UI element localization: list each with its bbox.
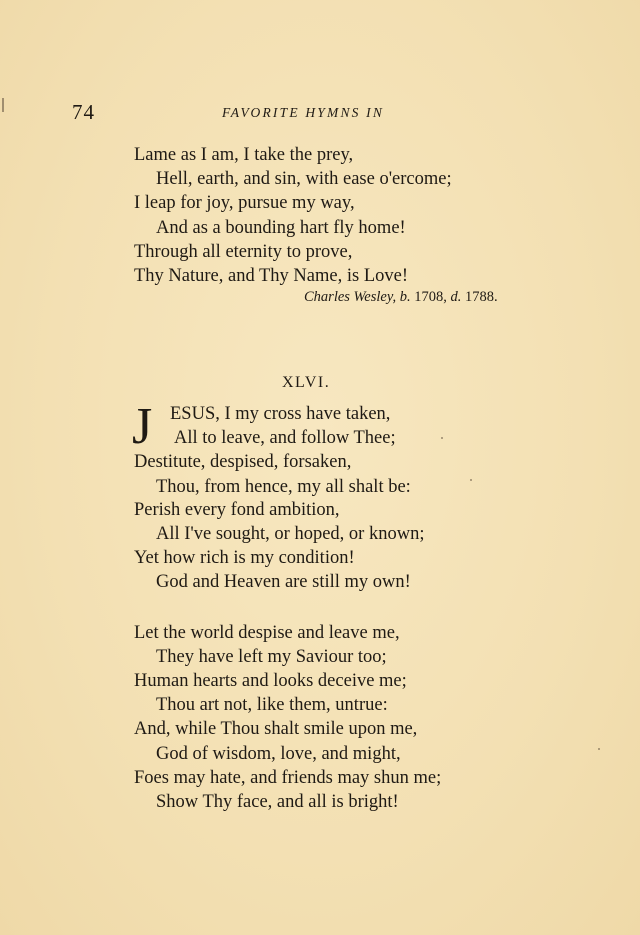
- ink-speck: [598, 748, 600, 750]
- verse-line: Yet how rich is my condition!: [134, 548, 355, 568]
- died-label: d.: [450, 289, 462, 305]
- drop-cap: J: [132, 398, 153, 455]
- verse-line: And, while Thou shalt smile upon me,: [134, 719, 418, 739]
- running-head: FAVORITE HYMNS IN: [222, 105, 385, 120]
- verse-line: God and Heaven are still my own!: [156, 572, 411, 592]
- born-year: 1708,: [414, 289, 447, 305]
- verse-line: Foes may hate, and friends may shun me;: [134, 768, 442, 788]
- verse-line: Hell, earth, and sin, with ease o'ercome;: [156, 169, 452, 189]
- verse-line: All to leave, and follow Thee;: [174, 428, 396, 448]
- died-year: 1788.: [464, 289, 498, 305]
- verse-line: Lame as I am, I take the prey,: [134, 145, 354, 165]
- page-number: 74: [72, 100, 95, 124]
- ink-speck: [441, 437, 443, 439]
- verse-line: Thy Nature, and Thy Name, is Love!: [134, 266, 408, 286]
- verse-line: God of wisdom, love, and might,: [156, 744, 401, 764]
- hymn-number: XLVI.: [282, 374, 331, 391]
- ink-speck: [470, 479, 472, 481]
- verse-line: And as a bounding hart fly home!: [156, 218, 406, 238]
- verse-line: Thou art not, like them, untrue:: [156, 695, 388, 715]
- page-edge-mark: [2, 98, 4, 112]
- verse-line: All I've sought, or hoped, or known;: [156, 524, 425, 544]
- verse-line: Perish every fond ambition,: [134, 500, 340, 520]
- verse-line: Human hearts and looks deceive me;: [134, 671, 407, 691]
- author-name: Charles Wesley,: [304, 289, 397, 305]
- verse-line: They have left my Saviour too;: [156, 647, 387, 667]
- verse-line: Thou, from hence, my all shalt be:: [156, 477, 411, 497]
- verse-line: Destitute, despised, forsaken,: [134, 452, 352, 472]
- verse-line: Show Thy face, and all is bright!: [156, 792, 399, 812]
- verse-line: Through all eternity to prove,: [134, 242, 353, 262]
- attribution: [304, 289, 498, 306]
- verse-line: ESUS, I my cross have taken,: [170, 404, 391, 424]
- verse-line: Let the world despise and leave me,: [134, 623, 400, 643]
- verse-line: I leap for joy, pursue my way,: [134, 193, 355, 213]
- born-label: b.: [399, 289, 411, 305]
